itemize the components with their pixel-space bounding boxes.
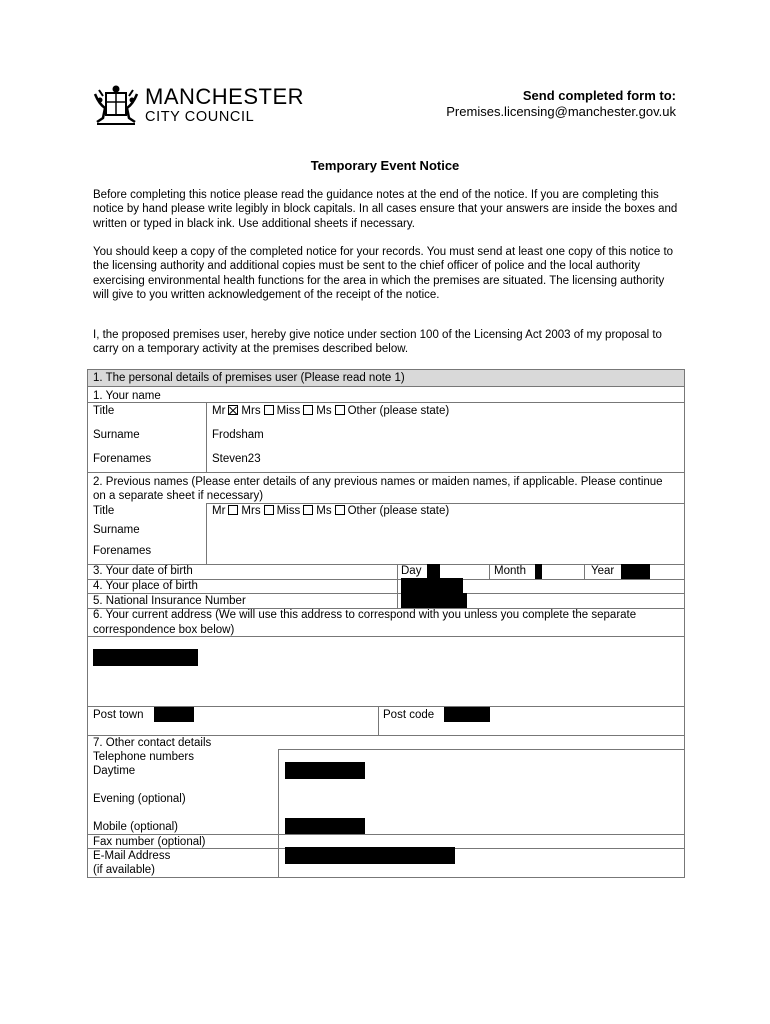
surname-field[interactable]: Frodsham (212, 429, 264, 441)
prev-title-options (212, 504, 449, 518)
title-option-miss: Miss (276, 405, 301, 417)
prev-option-ms: Ms (316, 505, 332, 517)
prev-mrs-checkbox[interactable] (264, 505, 274, 515)
council-logo (93, 84, 303, 130)
ms-checkbox[interactable] (335, 405, 345, 415)
dob-label: 3. Your date of birth (93, 565, 193, 577)
your-name-label: 1. Your name (93, 390, 161, 402)
send-to-block (446, 88, 676, 120)
forenames-label: Forenames (93, 453, 152, 465)
post-town-label: Post town (93, 709, 144, 721)
birthplace-redacted (401, 578, 463, 593)
title-option-other: Other (please state) (347, 405, 450, 417)
prev-surname-label: Surname (93, 524, 140, 536)
forenames-field[interactable]: Steven23 (212, 453, 261, 465)
miss-checkbox[interactable] (303, 405, 313, 415)
page-title: Temporary Event Notice (310, 158, 460, 173)
email-sublabel: (if available) (93, 864, 155, 876)
title-options (212, 404, 449, 418)
prev-miss-checkbox[interactable] (303, 505, 313, 515)
email-label: E-Mail Address (93, 850, 171, 862)
post-town-redacted (154, 707, 194, 722)
prev-option-miss: Miss (276, 505, 301, 517)
prev-option-mr: Mr (212, 505, 226, 517)
mrs-checkbox[interactable] (264, 405, 274, 415)
previous-names-label: 2. Previous names (Please enter details of any previous names or maiden names, if applicable. Please continue on a separate sheet if necessary) (93, 476, 663, 502)
intro-paragraph-2: You should keep a copy of the completed notice for your records. You must send at least one copy of this notice to the licensing authority and additional copies must be sent to the chief officer of police and the local authority exercising environmental health functions for the area in which the premises are situated. The licensing authority will give to you written acknowledgement of the receipt of the notice. (93, 246, 674, 302)
mobile-label: Mobile (optional) (93, 821, 179, 833)
year-redacted (621, 564, 650, 579)
intro-paragraph-1: Before completing this notice please read the guidance notes at the end of the notice. If you are completing this notice by hand please write legibly in block capitals. In all cases ensure that your answers are inside the boxes and written or typed in black ink. Use additional sheets if necessary. (93, 189, 678, 230)
section-heading: 1. The personal details of premises user (Please read note 1) (93, 372, 405, 384)
send-email[interactable]: Premises.licensing@manchester.gov.uk (446, 104, 676, 119)
org-subname: CITY COUNCIL (145, 109, 255, 125)
mobile-redacted (285, 818, 365, 835)
mr-checkbox[interactable] (228, 405, 238, 415)
daytime-redacted (285, 762, 365, 779)
daytime-label: Daytime (93, 765, 136, 777)
title-option-ms: Ms (316, 405, 332, 417)
ni-label: 5. National Insurance Number (93, 595, 246, 607)
year-label: Year (591, 565, 615, 577)
evening-label: Evening (optional) (93, 793, 186, 805)
month-redacted (535, 564, 542, 579)
send-title: Send completed form to: (522, 88, 676, 103)
org-name: MANCHESTER (145, 84, 305, 109)
address-label: 6. Your current address (We will use this address to correspond with you unless you complete the separate correspondence box below) (93, 609, 637, 636)
day-redacted (427, 564, 440, 579)
prev-ms-checkbox[interactable] (335, 505, 345, 515)
intro-paragraph-3: I, the proposed premises user, hereby give notice under section 100 of the Licensing Act 2003 of my proposal to carry on a temporary activity at the premises described below. (93, 329, 662, 356)
prev-option-mrs: Mrs (241, 505, 261, 517)
title-label: Title (93, 405, 115, 417)
prev-option-other: Other (please state) (347, 505, 450, 517)
ni-redacted (401, 593, 467, 608)
telephone-label: Telephone numbers (93, 751, 195, 763)
contact-label: 7. Other contact details (93, 737, 212, 749)
day-label: Day (401, 565, 422, 577)
title-option-mrs: Mrs (241, 405, 261, 417)
crest-icon (93, 84, 139, 126)
prev-title-label: Title (93, 505, 115, 517)
surname-label: Surname (93, 429, 140, 441)
address-redacted (93, 649, 198, 666)
title-option-mr: Mr (212, 405, 226, 417)
fax-label: Fax number (optional) (93, 836, 206, 848)
prev-forenames-label: Forenames (93, 545, 152, 557)
birthplace-label: 4. Your place of birth (93, 580, 198, 592)
post-code-redacted (444, 707, 490, 722)
post-code-label: Post code (383, 709, 435, 721)
email-redacted (285, 847, 455, 864)
month-label: Month (494, 565, 526, 577)
prev-mr-checkbox[interactable] (228, 505, 238, 515)
